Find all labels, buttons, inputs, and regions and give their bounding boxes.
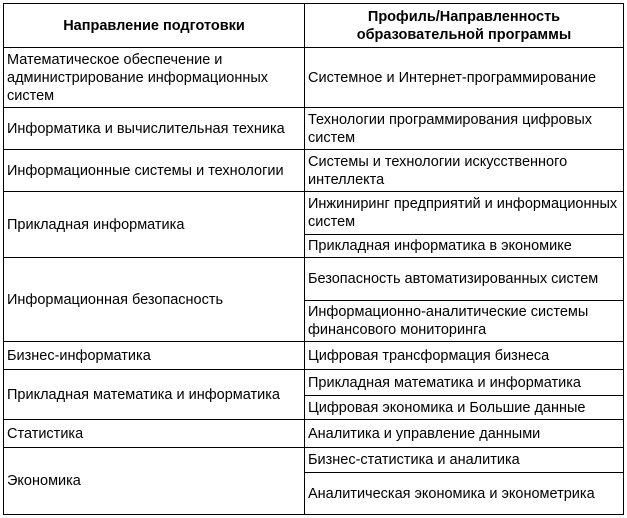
table-row bbox=[4, 48, 624, 108]
table-row bbox=[4, 150, 624, 192]
profile-cell: Цифровая трансформация бизнеса bbox=[305, 342, 624, 370]
profile-cell: Информационно-аналитические системы финансового мониторинга bbox=[305, 301, 624, 342]
table-row bbox=[4, 448, 624, 473]
direction-cell: Экономика bbox=[4, 448, 305, 515]
header-profile: Профиль/Направленность образовательной программы bbox=[305, 4, 624, 48]
table-row bbox=[4, 108, 624, 150]
profile-cell: Безопасность автоматизированных систем bbox=[305, 258, 624, 301]
direction-cell: Статистика bbox=[4, 420, 305, 448]
profile-cell: Технологии программирования цифровых систем bbox=[305, 108, 624, 150]
direction-cell: Бизнес-информатика bbox=[4, 342, 305, 370]
direction-cell: Информационные системы и технологии bbox=[4, 150, 305, 192]
profile-cell: Аналитика и управление данными bbox=[305, 420, 624, 448]
table-row bbox=[4, 370, 624, 396]
profile-cell: Прикладная информатика в экономике bbox=[305, 235, 624, 258]
profile-cell: Прикладная математика и информатика bbox=[305, 370, 624, 396]
direction-cell: Прикладная информатика bbox=[4, 192, 305, 258]
profile-cell: Аналитическая экономика и эконометрика bbox=[305, 473, 624, 515]
direction-cell: Прикладная математика и информатика bbox=[4, 370, 305, 420]
programs-table bbox=[3, 3, 624, 515]
table-header-row bbox=[4, 4, 624, 48]
table-row bbox=[4, 342, 624, 370]
table-row bbox=[4, 192, 624, 235]
profile-cell: Инжиниринг предприятий и информационных систем bbox=[305, 192, 624, 235]
header-direction: Направление подготовки bbox=[4, 4, 305, 48]
profile-cell: Системы и технологии искусственного интеллекта bbox=[305, 150, 624, 192]
table-row bbox=[4, 420, 624, 448]
table-row bbox=[4, 258, 624, 301]
profile-cell: Бизнес-статистика и аналитика bbox=[305, 448, 624, 473]
direction-cell: Математическое обеспечение и администрирование информационных систем bbox=[4, 48, 305, 108]
direction-cell: Информационная безопасность bbox=[4, 258, 305, 342]
profile-cell: Системное и Интернет-программирование bbox=[305, 48, 624, 108]
direction-cell: Информатика и вычислительная техника bbox=[4, 108, 305, 150]
profile-cell: Цифровая экономика и Большие данные bbox=[305, 396, 624, 420]
